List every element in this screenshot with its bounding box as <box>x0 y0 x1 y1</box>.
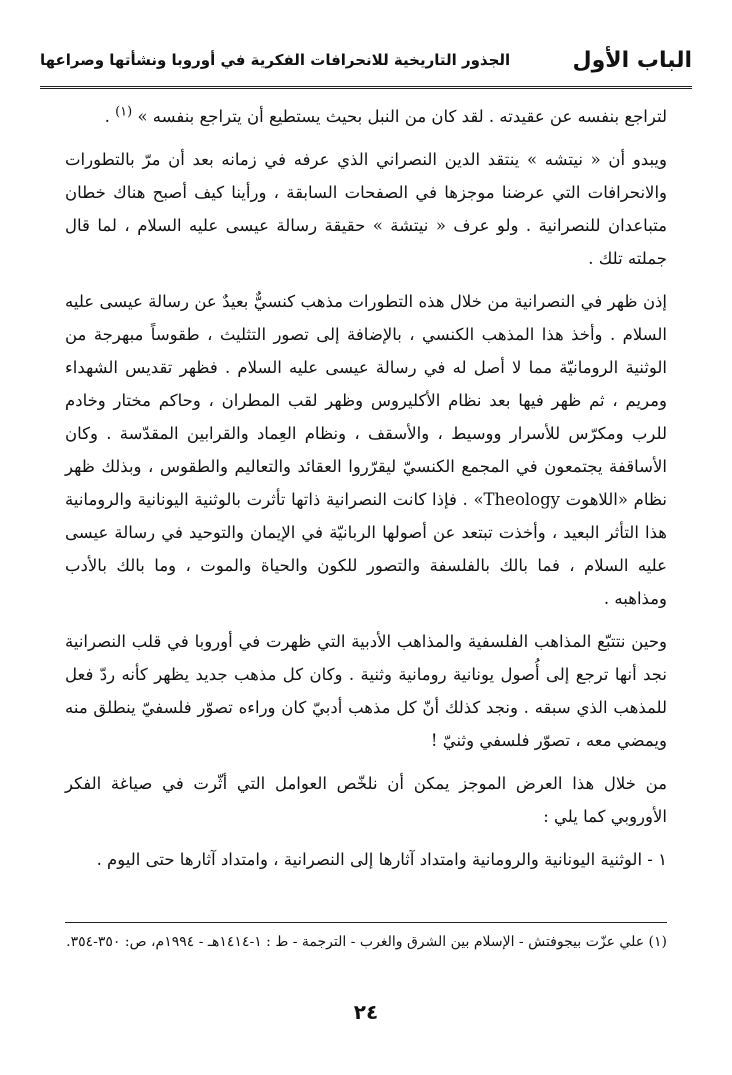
paragraph-1: لتراجع بنفسه عن عقيدته . لقد كان من النبل بحيث يستطيع أن يتراجع بنفسه » $^{(١)}$ . <box>104 104 667 126</box>
footnote: (١) علي عزّت بيجوفتش - الإسلام بين الشرق والغرب - الترجمة - ط : ١-١٤١٤هـ - ١٩٩٤م، ص: ٣٥٠-٣٥٤. <box>66 934 667 950</box>
main-text <box>65 100 667 886</box>
part-label: الباب الأول <box>572 47 692 73</box>
list-item-1: ١ - الوثنية اليونانية والرومانية وامتداد آثارها إلى النصرانية ، وامتداد آثارها حتى اليوم . <box>96 850 667 869</box>
paragraph-4: وحين نتتبّع المذاهب الفلسفية والمذاهب الأدبية التي ظهرت في أوروبا في قلب النصرانية نجد أنها ترجع إلى أُصول يونانية رومانية وثنية . وكان كل مذهب جديد يظهر كأنه ردّ فعل للمذهب الذي سبقه . ونجد كذلك أنّ كل مذهب أدبيّ كان وراءه تصوّر فلسفيّ ينطلق منه ويمضي معه ، تصوّر فلسفي وثنيّ ! <box>65 632 667 750</box>
paragraph-1-text: لتراجع بنفسه عن عقيدته . لقد كان من النبل بحيث يستطيع أن يتراجع بنفسه » <box>137 107 667 126</box>
page-number: ٢٤ <box>353 1000 379 1024</box>
footnote-divider <box>65 922 667 923</box>
chapter-title: الجذور التاريخية للانحرافات الفكرية في أوروبا ونشأتها وصراعها <box>40 51 511 69</box>
footnote-marker: (١) <box>115 104 133 120</box>
paragraph-5: من خلال هذا العرض الموجز يمكن أن نلخّص العوامل التي أثّرت في صياغة الفكر الأوروبي كما يلي : <box>65 774 667 826</box>
paragraph-2: ويبدو أن « نيتشه » ينتقد الدين النصراني الذي عرفه في زمانه بعد أن مرّ بالتطورات والانحرافات التي عرضنا موجزها في الصفحات السابقة ، ورأينا كيف أصبح هناك خطان متباعدان للنصرانية . ولو عرف « نيتشة » حقيقة رسالة عيسى عليه السلام ، لما قال جملته تلك . <box>65 150 667 268</box>
running-header <box>40 40 692 80</box>
header-divider <box>40 86 692 89</box>
paragraph-3: إذن ظهر في النصرانية من خلال هذه التطورات مذهب كنسيٌّ بعيدٌ عن رسالة عيسى عليه السلام . وأخذ هذا المذهب الكنسي ، بالإضافة إلى تصور التثليث ، طقوساً مبهرجة من الوثنية الرومانيّة مما لا أصل له في رسالة عيسى عليه السلام . فظهر تقديس الشهداء ومريم ، ثم ظهر فيها بعد نظام الأكليروس وظهر لقب المطران ، وحاكم مختار وخادم للرب ومكرّس للأسرار ووسيط ، والأسقف ، ونظام العِماد والقرابين المقدّسة . وكان الأساقفة يجتمعون في المجمع الكنسيّ ليقرّروا العقائد والتعاليم والطقوس ، وبذلك ظهر نظام «اللاهوت Theology» . فإذا كانت النصرانية ذاتها تأثرت بالوثنية اليونانية والرومانية هذا التأثر البعيد ، وأخذت تبتعد عن أصولها الربانيّة في الإيمان والتوحيد في رسالة عيسى عليه السلام ، فما بالك بالفلسفة والتصور للكون والحياة والموت ، وما بالك بالأدب ومذاهبه . <box>65 292 668 608</box>
